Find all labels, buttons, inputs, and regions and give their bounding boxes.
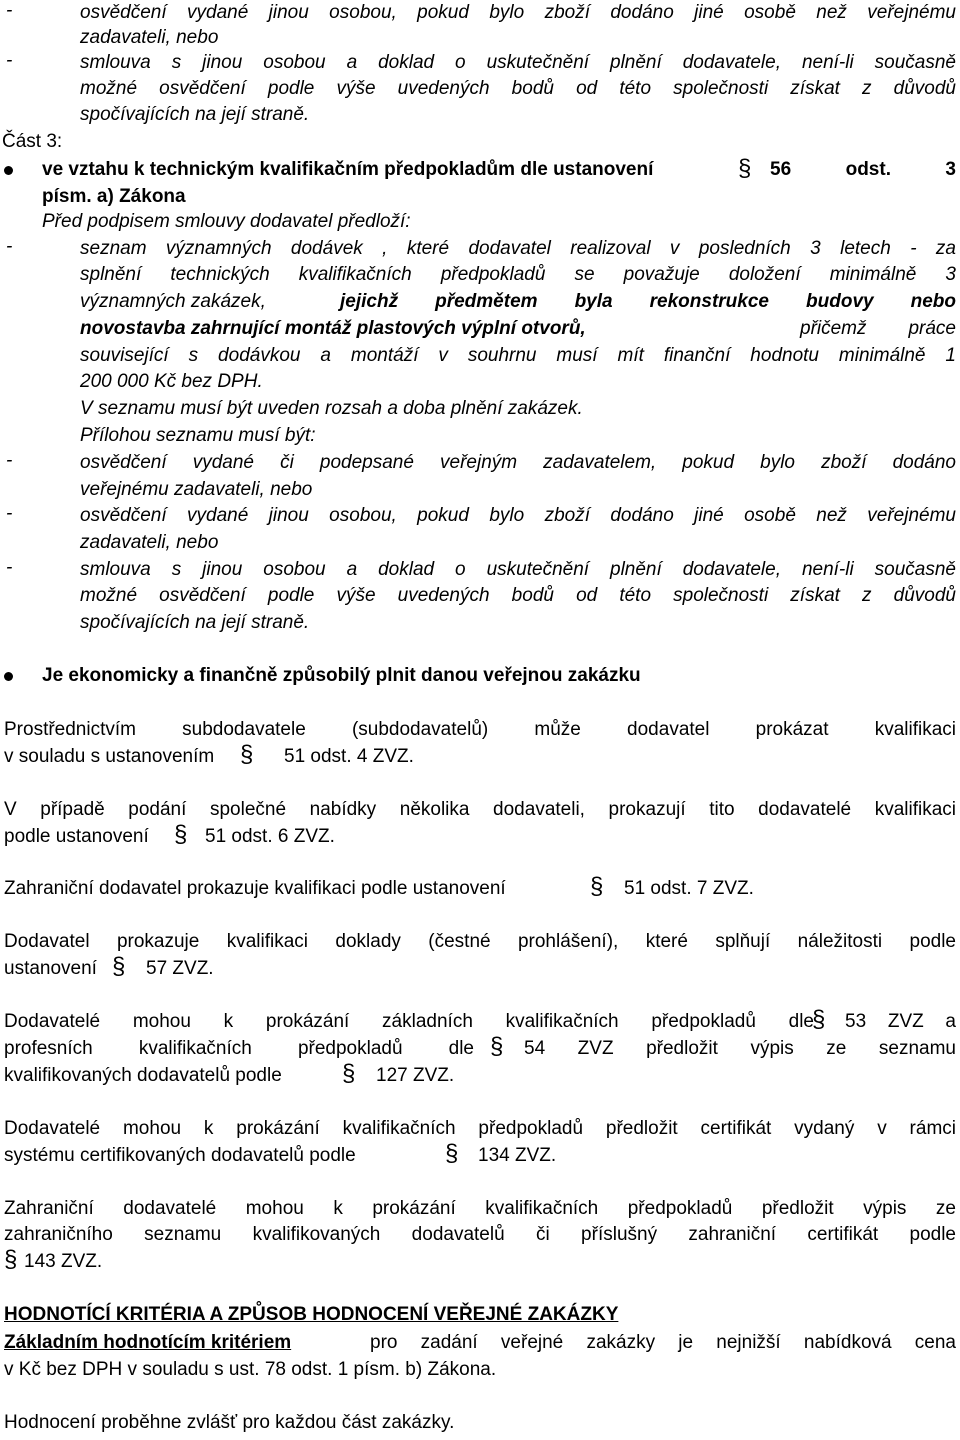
list-item: seznam významných dodávek , které dodavatel realizoval v posledních 3 letech - za — [80, 238, 956, 259]
list-item-cont: veřejnému zadavateli, nebo — [80, 479, 313, 500]
paragraph-line: profesních kvalifikačních předpokladů dle — [4, 1038, 474, 1059]
section-sign: § — [4, 1246, 18, 1273]
paragraph-line: 53 ZVZ a — [845, 1011, 956, 1032]
intro-text: Před podpisem smlouvy dodavatel předloží: — [42, 211, 411, 232]
part-label: Část 3: — [2, 131, 63, 152]
section-sign: § — [240, 741, 254, 768]
paragraph-line: 57 ZVZ. — [146, 958, 214, 979]
list-item-cont: související s dodávkou a montáží v souhrnu musí mít finanční hodnotu minimálně 1 — [80, 345, 956, 366]
paragraph-line: Prostřednictvím subdodavatele (subdodavatelů) může dodavatel prokázat kvalifikaci — [4, 719, 956, 740]
paragraph-line: 51 odst. 7 ZVZ. — [624, 878, 754, 899]
bullet-heading-text: ve vztahu k technickým kvalifikačním předpokladům dle ustanovení — [42, 159, 654, 180]
list-item-cont: zadavateli, nebo — [80, 27, 219, 48]
list-item-cont: spočívajících na její straně. — [80, 104, 310, 125]
list-item-cont: možné osvědčení podle výše uvedených bodů od této společnosti získat z důvodů — [80, 585, 956, 606]
paragraph-line: 134 ZVZ. — [478, 1145, 557, 1166]
paragraph-line: pro zadání veřejné zakázky je nejnižší nabídková cena — [370, 1332, 956, 1353]
dash: - — [6, 503, 13, 524]
paragraph-line: V případě podání společné nabídky několika dodavateli, prokazují tito dodavatelé kvalifikaci — [4, 799, 956, 820]
paragraph-line: v souladu s ustanovením — [4, 746, 215, 767]
scope-text: V seznamu musí být uveden rozsah a doba plnění zakázek. — [80, 398, 583, 419]
paragraph-line: ustanovení — [4, 958, 97, 979]
dash: - — [6, 236, 13, 257]
bullet-icon — [4, 166, 13, 175]
section-sign: § — [812, 1006, 826, 1033]
dash: - — [6, 50, 13, 71]
attach-text: Přílohou seznamu musí být: — [80, 425, 316, 446]
dash: - — [6, 557, 13, 578]
paragraph-line: 54 ZVZ předložit výpis ze seznamu — [524, 1038, 956, 1059]
list-item: osvědčení vydané jinou osobou, pokud bylo zboží dodáno jiné osobě než veřejnému — [80, 2, 956, 23]
paragraph-line: podle ustanovení — [4, 826, 149, 847]
paragraph-line: 51 odst. 6 ZVZ. — [205, 826, 335, 847]
paragraph-line: Dodavatelé mohou k prokázání kvalifikačních předpokladů předložit certifikát vydaný v rámci — [4, 1118, 956, 1139]
section-sign: § — [490, 1033, 504, 1060]
list-item-cont: významných zakázek, — [80, 291, 266, 312]
list-item: smlouva s jinou osobou a doklad o uskutečnění plnění dodavatele, není-li současně — [80, 559, 956, 580]
list-item: osvědčení vydané či podepsané veřejným zadavatelem, pokud bylo zboží dodáno — [80, 452, 956, 473]
list-item-bold: jejichž předmětem byla rekonstrukce budovy nebo — [340, 291, 956, 312]
list-item-cont: možné osvědčení podle výše uvedených bodů od této společnosti získat z důvodů — [80, 78, 956, 99]
bullet-heading-ref: 56 odst. 3 — [770, 159, 956, 180]
list-item: osvědčení vydané jinou osobou, pokud bylo zboží dodáno jiné osobě než veřejnému — [80, 505, 956, 526]
dash: - — [6, 0, 13, 21]
list-item-bold: novostavba zahrnující montáž plastových výplní otvorů, — [80, 318, 586, 339]
paragraph-line: 127 ZVZ. — [376, 1065, 455, 1086]
paragraph-line: Zahraniční dodavatelé mohou k prokázání kvalifikačních předpokladů předložit výpis ze — [4, 1198, 956, 1219]
criterion-label: Základním hodnotícím kritériem — [4, 1332, 292, 1353]
section-sign: § — [445, 1140, 459, 1167]
paragraph-line: systému certifikovaných dodavatelů podle — [4, 1145, 356, 1166]
list-item: smlouva s jinou osobou a doklad o uskutečnění plnění dodavatele, není-li současně — [80, 52, 956, 73]
dash: - — [6, 450, 13, 471]
bullet-heading: Je ekonomicky a finančně způsobilý plnit danou veřejnou zakázku — [42, 665, 641, 686]
paragraph-line: Hodnocení proběhne zvlášť pro každou část zakázky. — [4, 1412, 455, 1433]
paragraph-line: Zahraniční dodavatel prokazuje kvalifikaci podle ustanovení — [4, 878, 506, 899]
list-item-cont: přičemž práce — [800, 318, 956, 339]
section-sign: § — [342, 1060, 356, 1087]
bullet-icon — [4, 672, 13, 681]
section-heading: HODNOTÍCÍ KRITÉRIA A ZPŮSOB HODNOCENÍ VEŘEJNÉ ZAKÁZKY — [4, 1304, 619, 1325]
list-item-cont: splnění technických kvalifikačních předpokladů se považuje doložení minimálně 3 — [80, 264, 956, 285]
list-item-cont: spočívajících na její straně. — [80, 612, 310, 633]
bullet-heading-cont: písm. a) Zákona — [42, 186, 186, 207]
section-sign: § — [112, 953, 126, 980]
paragraph-line: kvalifikovaných dodavatelů podle — [4, 1065, 282, 1086]
section-sign: § — [738, 155, 752, 182]
paragraph-line: zahraničního seznamu kvalifikovaných dodavatelů či příslušný zahraniční certifikát podle — [4, 1224, 956, 1245]
paragraph-line: 143 ZVZ. — [24, 1251, 103, 1272]
paragraph-line: 51 odst. 4 ZVZ. — [284, 746, 414, 767]
section-sign: § — [590, 873, 604, 900]
list-item-cont: 200 000 Kč bez DPH. — [80, 371, 263, 392]
section-sign: § — [174, 821, 188, 848]
list-item-cont: zadavateli, nebo — [80, 532, 219, 553]
paragraph-line: v Kč bez DPH v souladu s ust. 78 odst. 1 písm. b) Zákona. — [4, 1359, 497, 1380]
paragraph-line: Dodavatel prokazuje kvalifikaci doklady (čestné prohlášení), které splňují náležitosti podle — [4, 931, 956, 952]
paragraph-line: Dodavatelé mohou k prokázání základních kvalifikačních předpokladů dle — [4, 1011, 814, 1032]
bullet-heading — [42, 157, 653, 183]
